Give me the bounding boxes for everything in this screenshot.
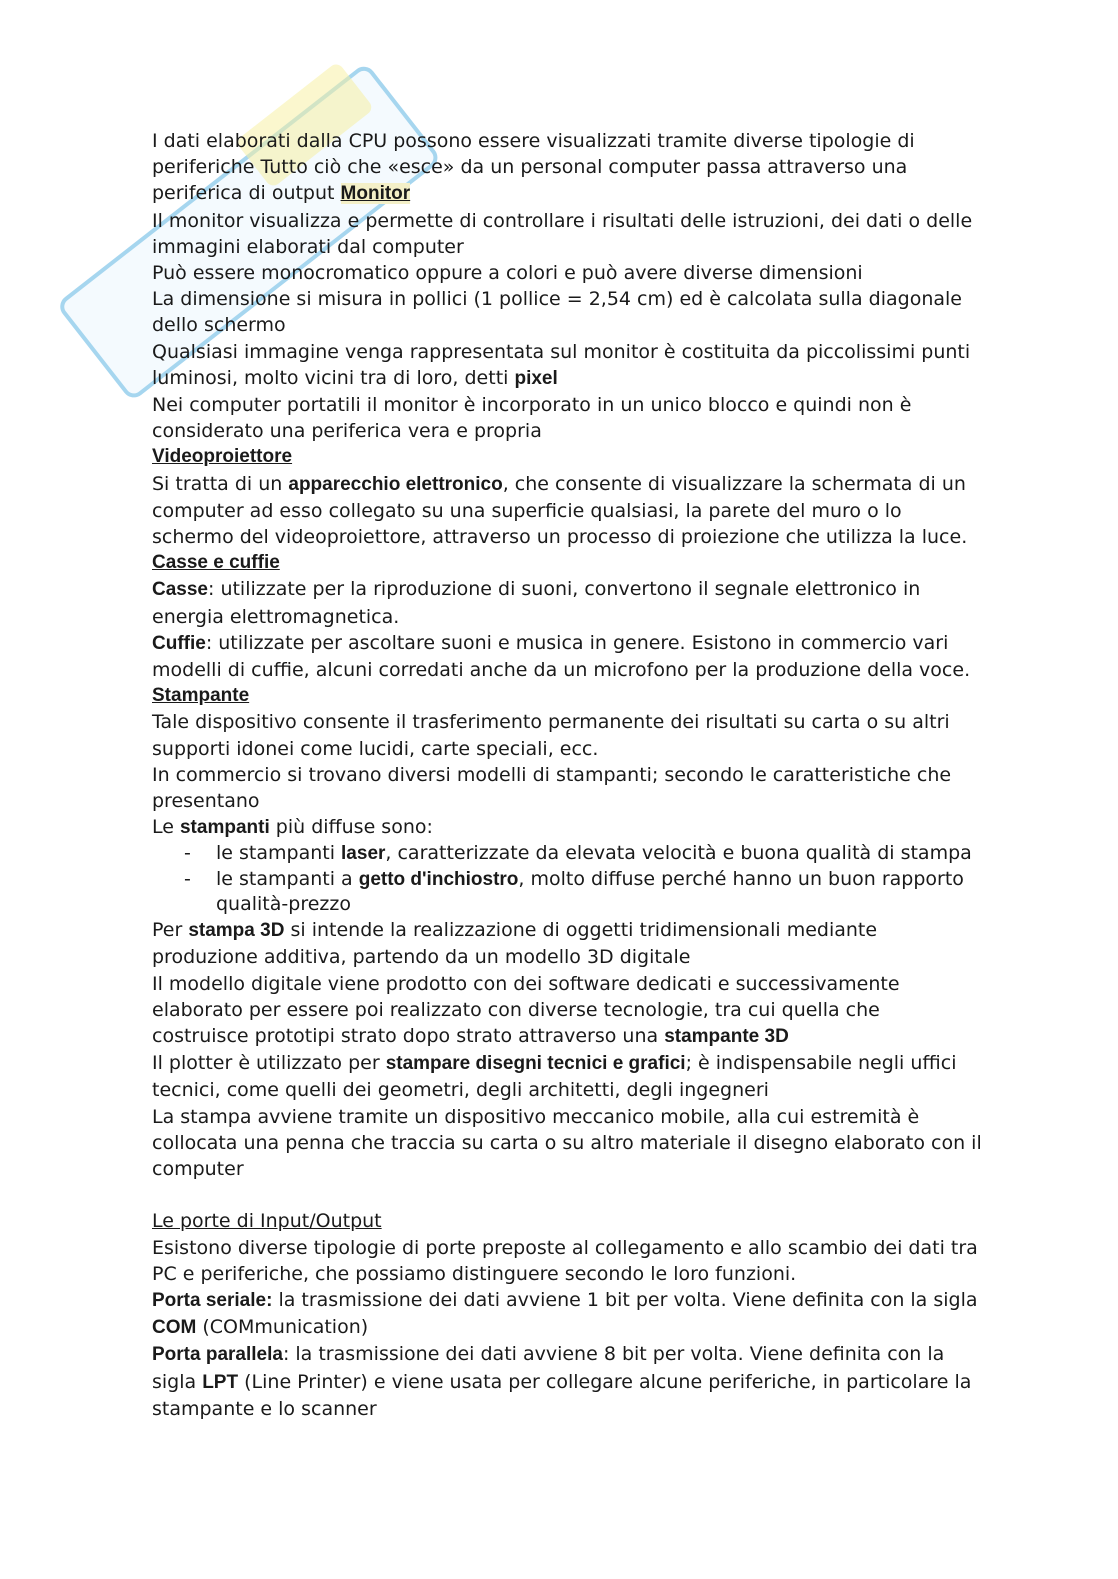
list-item-laser [152,841,982,866]
inkjet-text-b: , molto diffuse perché hanno un buon rapporto qualità-prezzo [216,867,964,915]
list-item-inkjet [152,867,982,917]
porta-seriale-text: la trasmissione dei dati avviene 1 bit per volta. Viene definita con la sigla [272,1288,978,1311]
term-porta-parallela: Porta parallela [152,1344,283,1366]
intro-line-1: I dati elaborati dalla CPU possono essere visualizzati tramite diverse tipologie di [152,130,915,152]
heading-monitor: Monitor [340,183,411,205]
monitor-paragraph-2: Può essere monocromatico oppure a colori e può avere diverse dimensioni [152,262,863,285]
printer-types-list [152,841,982,917]
plotter-paragraph [152,1050,982,1103]
casse-text: : utilizzate per la riproduzione di suoni, convertono il segnale elettronico in energia elettromagnetica. [152,578,921,628]
modello-digitale-paragraph [152,971,982,1051]
modello-digitale-text: Il modello digitale viene prodotto con dei software dedicati e successivamente elaborato per essere poi realizzato con diverse tecnologie, tra cui quella che costruisce prototipi strato dopo strato attraverso una [152,972,900,1047]
videoproiettore-text-b: , che consente di visualizzare la schermata di un computer ad esso collegato su una superficie qualsiasi, la parete del muro o lo schermo del videoproiettore, attraverso un processo di proiezione che utilizza la luce. [152,472,968,549]
term-stampante-3d: stampante 3D [664,1025,789,1047]
cuffie-paragraph [152,630,982,683]
videoproiettore-paragraph [152,471,982,551]
monitor-paragraph-3: La dimensione si misura in pollici (1 pollice = 2,54 cm) ed è calcolata sulla diagonale dello schermo [152,288,962,337]
com-paragraph [152,1314,982,1341]
monitor-paragraph-4 [152,339,982,392]
stampante-paragraph-2: In commercio si trovano diversi modelli di stampanti; secondo le caratteristiche che presentano [152,763,952,813]
casse-paragraph [152,576,982,629]
cuffie-text: : utilizzate per ascoltare suoni e musica in genere. Esistono in commercio vari modelli di cuffie, alcuni corredati anche da un microfono per la produzione della voce. [152,631,971,682]
term-pixel: pixel [514,367,558,389]
term-stampanti: stampanti [179,817,270,839]
heading-videoproiettore: Videoproiettore [152,446,293,468]
videoproiettore-text-a: Si tratta di un [152,472,289,495]
heading-casse-cuffie: Casse e cuffie [152,552,280,574]
porta-parallela-text-a: : la trasmissione dei dati avviene 8 bit per volta. Viene definita con la sigla [152,1343,945,1393]
monitor-paragraph-4-text: Qualsiasi immagine venga rappresentata sul monitor è costituita da piccolissimi punti luminosi, molto vicini tra di loro, detti [152,340,971,389]
stampa-3d-text-b: si intende la realizzazione di oggetti tridimensionali mediante produzione additiva, partendo da un modello 3D digitale [152,919,878,969]
plotter-text-b: ; è indispensabile negli uffici tecnici, come quelli dei geometri, degli architetti, degli ingegneri [152,1052,957,1102]
monitor-paragraph-1: Il monitor visualizza e permette di controllare i risultati delle istruzioni, dei dati o delle immagini elaborati dal computer [152,209,973,258]
term-getto-inchiostro: getto d'inchiostro [358,868,519,890]
intro-line-3 [152,180,982,207]
com-text: (COMmunication) [196,1316,369,1339]
stampante-p3-a: Le [152,816,180,839]
porta-parallela-paragraph [152,1341,982,1422]
document-body [152,128,982,1422]
bullet-dash: - [184,867,191,890]
term-stampa-3d: stampa 3D [188,920,285,942]
term-casse: Casse [152,579,208,601]
heading-porte-io: Le porte di Input/Output [152,1210,382,1233]
laser-text-a: le stampanti [216,842,342,865]
stampante-paragraph-1: Tale dispositivo consente il trasferimento permanente dei risultati su carta o su altri supporti idonei come lucidi, carte speciali, ecc. [152,711,950,760]
stampante-p3-b: più diffuse sono: [269,816,433,839]
term-laser: laser [341,843,386,865]
heading-stampante: Stampante [152,685,250,707]
laser-text-b: , caratterizzate da elevata velocità e buona qualità di stampa [385,842,972,865]
porta-parallela-text-b: (Line Printer) e viene usata per collegare alcune periferiche, in particolare la stampante e lo scanner [152,1370,972,1420]
stampante-paragraph-3 [152,814,982,841]
intro-line-2: periferiche Tutto ciò che «esce» da un personal computer passa attraverso una [152,156,908,179]
term-lpt: LPT [202,1371,239,1393]
stampa-meccanica-paragraph: La stampa avviene tramite un dispositivo meccanico mobile, alla cui estremità è collocata una penna che traccia su carta o su altro materiale il disegno elaborato con il computer [152,1105,982,1180]
stampa-3d-paragraph [152,917,982,970]
term-com: COM [152,1317,197,1339]
term-porta-seriale: Porta seriale: [152,1289,273,1311]
bullet-dash: - [184,842,191,865]
term-stampare-disegni: stampare disegni tecnici e grafici [385,1053,686,1075]
blank-line [152,1182,982,1208]
monitor-paragraph-5: Nei computer portatili il monitor è incorporato in un unico blocco e quindi non è considerato una periferica vera e propria [152,394,912,443]
inkjet-text-a: le stampanti a [216,867,359,890]
porte-paragraph-1: Esistono diverse tipologie di porte preposte al collegamento e allo scambio dei dati tra PC e periferiche, che possiamo distinguere secondo le loro funzioni. [152,1236,978,1285]
term-apparecchio-elettronico: apparecchio elettronico [288,473,503,495]
stampa-3d-text-a: Per [152,919,189,942]
term-cuffie: Cuffie [152,632,206,654]
plotter-text-a: Il plotter è utilizzato per [152,1052,386,1075]
intro-line-3-text: periferica di output [152,182,341,205]
porta-seriale-paragraph [152,1287,982,1314]
